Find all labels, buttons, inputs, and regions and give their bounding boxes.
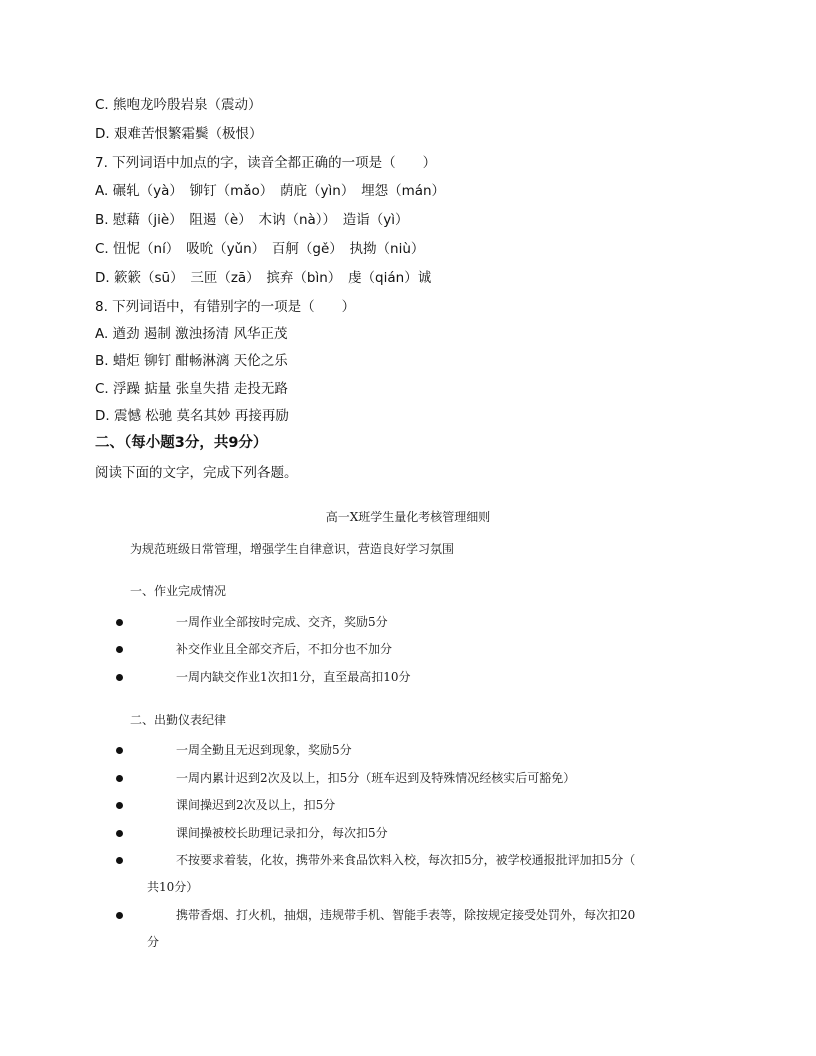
section-instruction: 阅读下面的文字，完成下列各题。 [95,465,298,481]
q6-option-c: C. 熊咆龙吟殷岩泉（震动） [95,97,262,113]
part2-item: 一周全勤且无迟到现象，奖励5分 [176,743,352,757]
part2-item-continued: 分 [147,935,160,949]
part1-item: 一周作业全部按时完成、交齐，奖励5分 [176,615,388,629]
part2-item: 课间操迟到2次及以上，扣5分 [176,798,336,812]
part1-heading: 一、作业完成情况 [130,584,227,598]
q7-stem: 7. 下列词语中加点的字，读音全都正确的一项是（ ） [95,155,437,171]
bullet-icon [116,747,123,754]
bullet-icon [116,857,123,864]
q8-option-d: D. 震憾 松驰 莫名其妙 再接再励 [95,408,289,424]
q7-option-a: A. 碾轧（yà） 铆钉（mǎo） 荫庇（yìn） 埋怨（mán） [95,183,446,199]
q7-option-b: B. 慰藉（jiè） 阻遏（è） 木讷（nà）） 造诣（yì） [95,212,409,228]
q8-option-b: B. 蜡炬 铆钉 酣畅淋漓 天伦之乐 [95,353,288,369]
part2-item-continued: 共10分） [147,880,199,894]
q6-option-d: D. 艰难苦恨繁霜鬓（极恨） [95,126,263,142]
q8-option-c: C. 浮躁 掂量 张皇失措 走投无路 [95,381,288,397]
part2-item: 携带香烟、打火机，抽烟，违规带手机、智能手表等，除按规定接受处罚外，每次扣20 [176,908,636,922]
bullet-icon [116,912,123,919]
part2-heading: 二、出勤仪表纪律 [130,713,227,727]
part2-item: 课间操被校长助理记录扣分，每次扣5分 [176,826,388,840]
regulation-intro: 为规范班级日常管理，增强学生自律意识，营造良好学习氛围 [130,542,455,556]
bullet-icon [116,775,123,782]
q8-option-a: A. 遒劲 遏制 激浊扬清 风华正茂 [95,326,288,342]
part2-item: 一周内累计迟到2次及以上，扣5分（班车迟到及特殊情况经核实后可豁免） [176,771,576,785]
bullet-icon [116,802,123,809]
regulation-title: 高一X班学生量化考核管理细则 [325,510,491,524]
bullet-icon [116,674,123,681]
q7-option-c: C. 忸怩（ní） 吸吮（yǔn） 百舸（gě） 执拗（niù） [95,241,425,257]
q8-stem: 8. 下列词语中，有错别字的一项是（ ） [95,299,356,315]
bullet-icon [116,646,123,653]
section-title: 二、（每小题3分，共9分） [95,435,268,451]
part1-item: 一周内缺交作业1次扣1分，直至最高扣10分 [176,670,411,684]
part2-item: 不按要求着装，化妆，携带外来食品饮料入校，每次扣5分，被学校通报批评加扣5分（ [176,853,636,867]
q7-option-d: D. 簌簌（sū） 三匝（zā） 摈弃（bìn） 虔（qián）诚 [95,270,432,286]
bullet-icon [116,619,123,626]
part1-item: 补交作业且全部交齐后，不扣分也不加分 [176,642,393,656]
bullet-icon [116,830,123,837]
